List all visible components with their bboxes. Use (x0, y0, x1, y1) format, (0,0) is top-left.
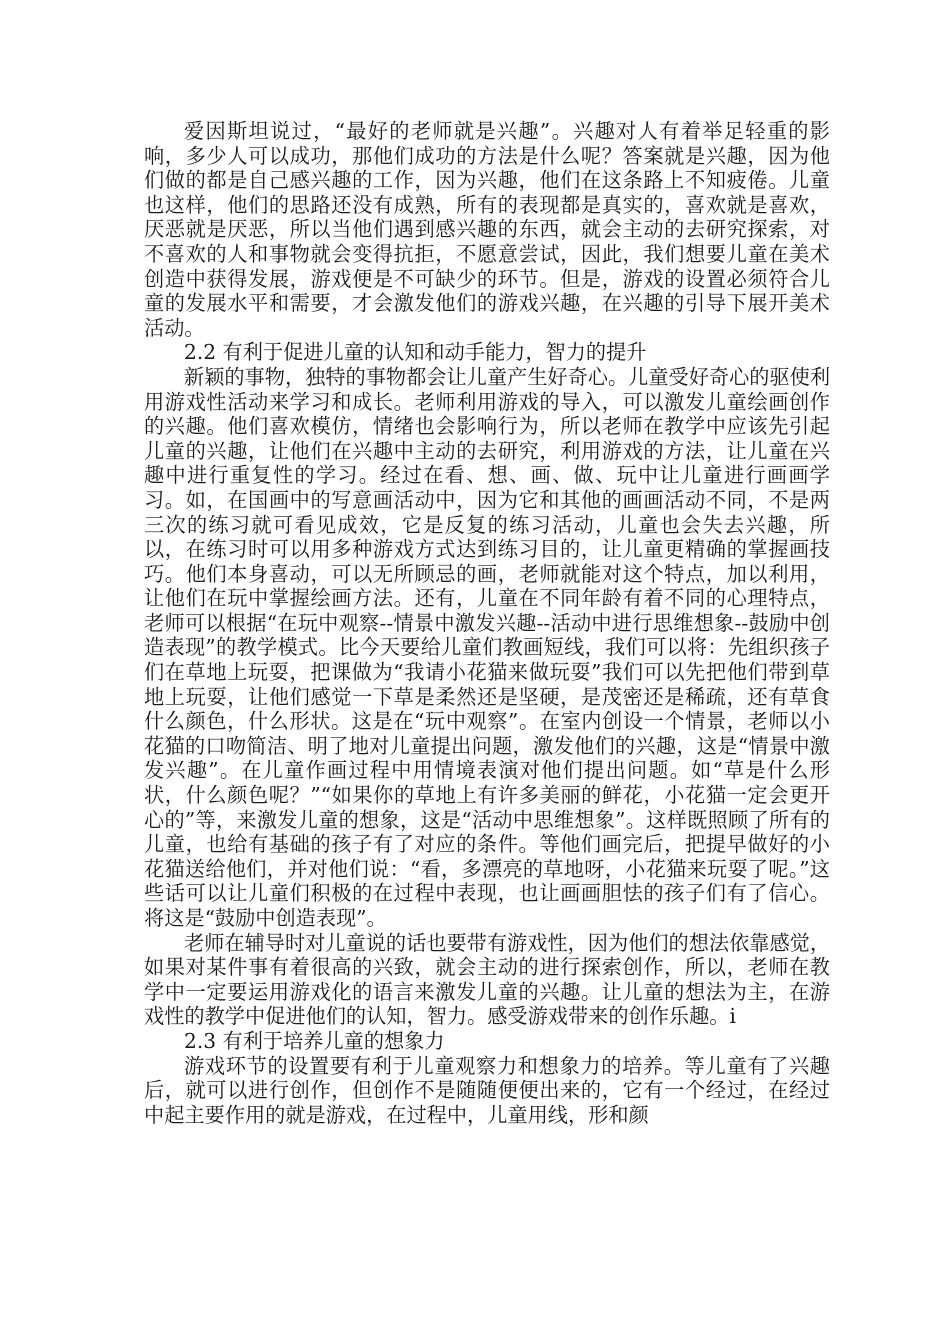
section-heading-2-2: 2.2 有利于促进儿童的认知和动手能力，智力的提升 (184, 340, 647, 365)
paragraph-teacher-language: 老师在辅导时对儿童说的话也要带有游戏性，因为他们的想法依靠感觉，如果对某件事有着很高的兴致，就会主动的进行探索创作，所以，老师在教学中一定要运用游戏化的语言来激发儿童的兴趣。让儿童的想法为主，在游戏性的教学中促进他们的认知，智力。感受游戏带来的创作乐趣。i (144, 930, 831, 1029)
paragraph-imagination: 游戏环节的设置要有利于儿童观察力和想象力的培养。等儿童有了兴趣后，就可以进行创作，但创作不是随随便便出来的，它有一个经过，在经过中起主要作用的就是游戏，在过程中，儿童用线，形和颜 (144, 1053, 830, 1127)
document-page (144, 119, 830, 1127)
section-heading-2-3: 2.3 有利于培养儿童的想象力 (184, 1028, 445, 1053)
paragraph-interest-intro: 爱因斯坦说过，“最好的老师就是兴趣”。兴趣对人有着举足轻重的影响，多少人可以成功，那他们成功的方法是什么呢？答案就是兴趣，因为他们做的都是自己感兴趣的工作，因为兴趣，他们在这条路上不知疲倦。儿童也这样，他们的思路还没有成熟，所有的表现都是真实的，喜欢就是喜欢，厌恶就是厌恶，所以当他们遇到感兴趣的东西，就会主动的去研究探索，对不喜欢的人和事物就会变得抗拒，不愿意尝试，因此，我们想要儿童在美术创造中获得发展，游戏便是不可缺少的环节。但是，游戏的设置必须符合儿童的发展水平和需要，才会激发他们的游戏兴趣，在兴趣的引导下展开美术活动。 (144, 119, 830, 340)
paragraph-cognition-example: 新颖的事物，独特的事物都会让儿童产生好奇心。儿童受好奇心的驱使利用游戏性活动来学习和成长。老师利用游戏的导入，可以激发儿童绘画创作的兴趣。他们喜欢模仿，情绪也会影响行为，所以老师在教学中应该先引起儿童的兴趣，让他们在兴趣中主动的去研究，利用游戏的方法，让儿童在兴趣中进行重复性的学习。经过在看、想、画、做、玩中让儿童进行画画学习。如，在国画中的写意画活动中，因为它和其他的画画活动不同，不是两三次的练习就可看见成效，它是反复的练习活动，儿童也会失去兴趣，所以，在练习时可以用多种游戏方式达到练习目的，让儿童更精确的掌握画技巧。他们本身喜动，可以无所顾忌的画，老师就能对这个特点，加以利用，让他们在玩中掌握绘画方法。还有，儿童在不同年龄有着不同的心理特点，老师可以根据“在玩中观察--情景中激发兴趣--活动中进行思维想象--鼓励中创造表现”的教学模式。比今天要给儿童们教画短线，我们可以将：先组织孩子们在草地上玩耍，把课做为“我请小花猫来做玩耍”我们可以先把他们带到草地上玩耍，让他们感觉一下草是柔然还是坚硬，是茂密还是稀疏，还有草食什么颜色，什么形状。这是在“玩中观察”。在室内创设一个情景，老师以小花猫的口吻简洁、明了地对儿童提出问题，激发他们的兴趣，这是“情景中激发兴趣”。在儿童作画过程中用情境表演对他们提出问题。如“草是什么形状，什么颜色呢？”“如果你的草地上有许多美丽的鲜花，小花猫一定会更开心的”等，来激发儿童的想象，这是“活动中思维想象”。这样既照顾了所有的儿童，也给有基础的孩子有了对应的条件。等他们画完后，把提早做好的小花猫送给他们，并对他们说：“看，多漂亮的草地呀，小花猫来玩耍了呢。”这些话可以让儿童们积极的在过程中表现，也让画画胆怯的孩子们有了信心。将这是“鼓励中创造表现”。 (144, 364, 831, 930)
